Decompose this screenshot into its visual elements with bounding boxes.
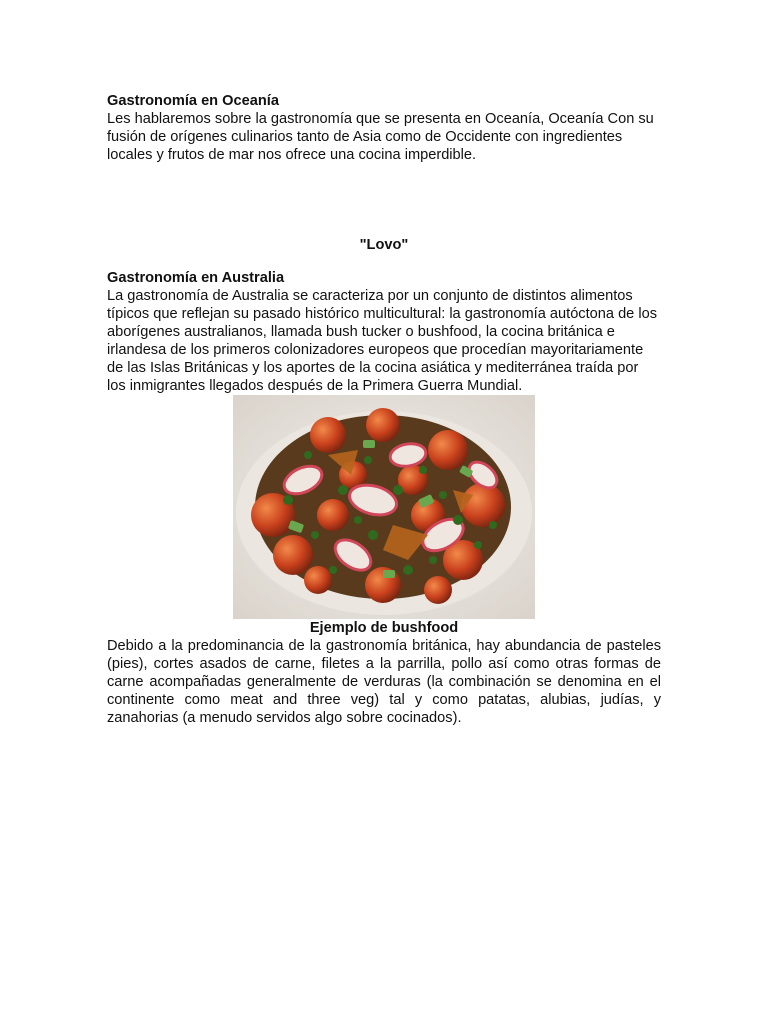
intro-heading: Gastronomía en Oceanía [107,93,279,109]
australia-heading: Gastronomía en Australia [107,270,285,286]
australia-paragraph: La gastronomía de Australia se caracteriza por un conjunto de distintos alimentos típicos que reflejan su pasado histórico multicultural: la gastronomía autóctona de los aborígenes australianos, llamada bush tucker o bushfood, la cocina británica e irlandesa de los primeros colonizadores europeos que procedían mayoritariamente de las Islas Británicas y los aportes de la cocina asiática y mediterránea traída por los inmigrantes llegados después de la Primera Guerra Mundial. [107,288,658,394]
australia-section [107,269,661,395]
figure-caption: Ejemplo de bushfood [309,620,459,636]
british-section [107,637,661,727]
british-paragraph: Debido a la predominancia de la gastronomía británica, hay abundancia de pasteles (pies), cortes asados de carne, filetes a la parrilla, pollo así como otras formas de carne acompañadas generalmente de verduras (la combinación se denomina en el continente como meat and three veg) tal y como patatas, alubias, judías, y zanahorias (a menudo servidos algo sobre cocinados). [107,638,661,726]
intro-paragraph: Les hablaremos sobre la gastronomía que se presenta en Oceanía, Oceanía Con su fusión de orígenes culinarios tanto de Asia como de Occidente con ingredientes locales y frutos de mar nos ofrece una cocina imperdible. [107,111,654,163]
salad-photo [233,395,535,619]
lovo-heading: "Lovo" [359,237,409,253]
intro-section [107,92,661,164]
